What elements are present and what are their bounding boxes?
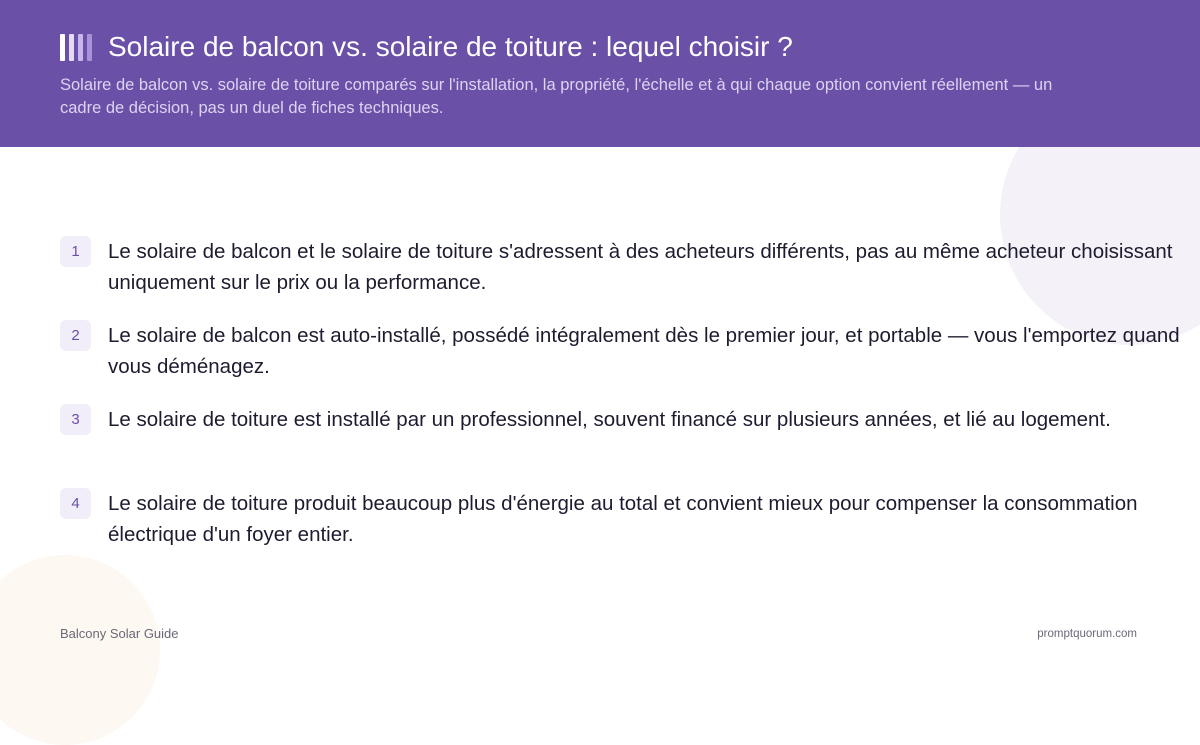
footer-brand: Balcony Solar Guide bbox=[60, 626, 179, 641]
logo-bar bbox=[78, 34, 83, 61]
key-point-item bbox=[60, 488, 1195, 550]
point-number-badge: 3 bbox=[60, 404, 91, 435]
point-text: Le solaire de balcon et le solaire de toiture s'adressent à des acheteurs différents, pas au même acheteur choisissant uniquement sur le prix ou la performance. bbox=[108, 240, 1173, 294]
key-point-item bbox=[60, 236, 1195, 298]
point-number-badge: 4 bbox=[60, 488, 91, 519]
key-point-item bbox=[60, 320, 1195, 382]
logo-bar bbox=[60, 34, 65, 61]
point-number-badge: 1 bbox=[60, 236, 91, 267]
footer-site: promptquorum.com bbox=[1037, 628, 1137, 640]
point-number-badge: 2 bbox=[60, 320, 91, 351]
point-text: Le solaire de toiture est installé par un professionnel, souvent financé sur plusieurs années, et lié au logement. bbox=[108, 408, 1111, 431]
page-title: Solaire de balcon vs. solaire de toiture : lequel choisir ? bbox=[108, 31, 793, 62]
bar-logo-icon bbox=[60, 34, 94, 61]
logo-bar bbox=[87, 34, 92, 61]
key-points-list bbox=[60, 236, 1195, 572]
title-banner bbox=[0, 0, 1200, 147]
point-text: Le solaire de balcon est auto-installé, possédé intégralement dès le premier jour, et portable — vous l'emportez quand vous déménagez. bbox=[108, 324, 1180, 378]
key-point-item bbox=[60, 404, 1195, 466]
point-text: Le solaire de toiture produit beaucoup plus d'énergie au total et convient mieux pour compenser la consommation électrique d'un foyer entier. bbox=[108, 492, 1138, 546]
logo-bar bbox=[69, 34, 74, 61]
page-subtitle: Solaire de balcon vs. solaire de toiture comparés sur l'installation, la propriété, l'échelle et à qui chaque option convient réellement — un cadre de décision, pas un duel de fiches techniques. bbox=[60, 76, 1053, 117]
decorative-circle-bottom-left bbox=[0, 555, 160, 745]
